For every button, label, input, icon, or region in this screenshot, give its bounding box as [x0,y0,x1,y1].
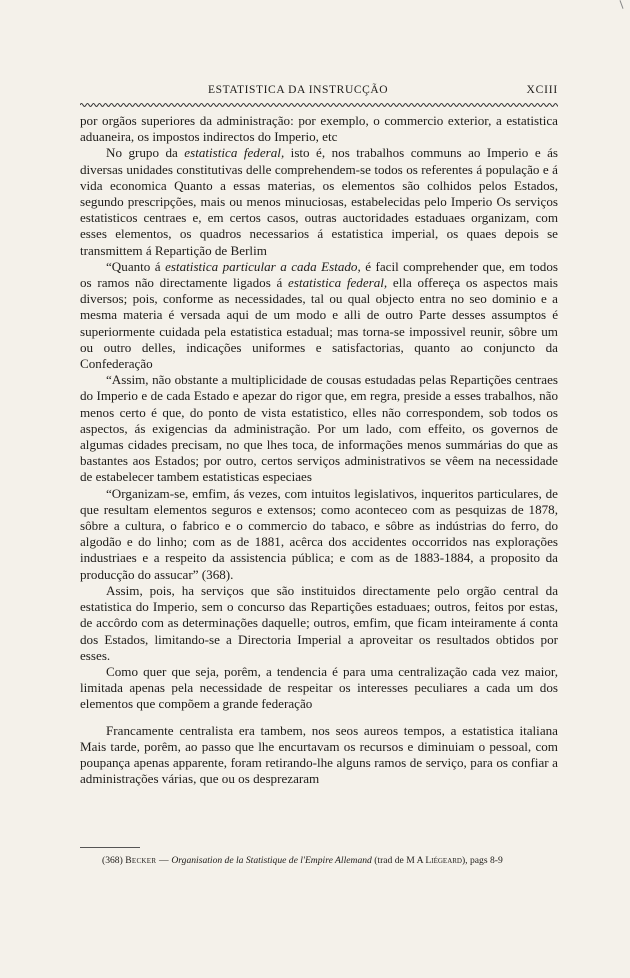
text-run: No grupo da [106,145,185,161]
paragraph-3 [80,259,558,372]
text-run: (trad de M A [371,855,426,866]
paragraph-7: Como quer que seja, porêm, a tendencia é para uma centralização cada vez maior, limitada apenas pela necessidade de respeitar os interesses peculiares a cada um dos elementos que compõem a grande federação [80,663,558,712]
emphasis: estatistica particular a cada Estado, [165,258,361,274]
footnote-author: Becker — [125,855,169,866]
footnote-rule [80,847,140,848]
running-title: ESTATISTICA DA INSTRUCÇÃO [208,84,389,96]
wavy-rule [80,101,558,109]
text-run: isto é, nos trabalhos communs ao Imperio e ás diversas unidades constitutivas delle comprehendem-se todos os referentes á população e á vida economica Quanto a essas materias, os elementos são colhidos pelos Estados, segundo prescripções, mais ou menos minuciosas, estabelecidas pelo Imperio Os serviços estatisticos centraes e, em certos casos, outras auctoridades estaduaes organizam, com esses elementos, os quadros necessarios á estatistica imperial, os quaes depois se transmittem á Repartição de Berlim [80,145,558,258]
text-run: é facil comprehender que, em todos os ramos não directamente ligados á [80,258,558,291]
text-run: “Quanto á [106,258,166,274]
emphasis: estatistica federal, [288,275,388,291]
paragraph-6: Assim, pois, ha serviços que são instituidos directamente pelo orgão central da estatistica do Imperio, sem o concurso das Repartições estaduaes; outros, feitos por estas, de accôrdo com as determinações daquelle; outros, emfim, que ficam inteiramente á conta dos Estados, limitando-se a Directoria Imperial a aproveitar os resultados obtidos por esses. [80,582,558,663]
paragraph-8: Francamente centralista era tambem, nos seos aureos tempos, a estatistica italiana Mais tarde, porêm, ao passo que lhe encurtavam os recursos e diminuiam o pessoal, com poupança apenas apparente, foram retirando-lhe alguns ramos de serviço, para os confiar a administrações várias, que ou os desprezaram [80,722,558,787]
paragraph-1: por orgãos superiores da administração: por exemplo, o commercio exterior, a estatistica aduaneira, os impostos indirectos do Imperio, etc [80,113,558,145]
text-run: ella offereça os aspectos mais diversos; pois, conforme as necessidades, tal ou qual objecto entra no seo dominio e a mesma materia é versada aqui de um modo e alli de outro Parte desses assumptos é superiormente cuidada pela estatistica estadual; mas torna-se impossivel reunir, sôbre um ou outro delles, indicações uniformes e satisfactorias, quanto ao conjuncto da Confederação [80,275,558,372]
paragraph-5: “Organizam-se, emfim, ás vezes, com intuitos legislativos, inqueritos particulares, de que resultam elementos seguros e extensos; como aconteceo com as pesquizas de 1878, sôbre a cultura, o fabrico e o commercio do tabaco, e sôbre as indústrias do ferro, do algodão e do linho; com as de 1881, acêrca dos accidentes occorridos nas explorações industriaes e a respeito da assistencia pública; e com as de 1883-1884, a proposito da producção do assucar” (368). [80,485,558,582]
paragraph-4: “Assim, não obstante a multiplicidade de cousas estudadas pelas Repartições centraes do Imperio e de cada Estado e apezar do rigor que, em regra, preside a esses trabalhos, não menos certo é que, do ponto de vista estatistico, elles não correspondem, sob todos os aspectos, ás exigencias da administração. Por um lado, com effeito, os governos de algumas cidades precisam, no que lhes toca, de informações menos summárias do que as bastantes aos Estados; por outro, certos serviços administrativos se vêem na necessidade de estabelecer tambem estatisticas especiaes [80,372,558,485]
page-number: XCIII [526,84,558,96]
footnote-title: Organisation de la Statistique de l'Empire Allemand [171,855,372,866]
running-header [80,84,558,102]
footnote [80,855,558,867]
paragraph-2 [80,145,558,258]
body-text [80,113,558,787]
footnote-translator: Liégeard [425,855,462,866]
text-run: ), pags 8-9 [461,855,503,866]
margin-mark [619,0,623,9]
emphasis: estatistica federal, [184,145,285,161]
footnote-mark: (368) [102,855,123,866]
